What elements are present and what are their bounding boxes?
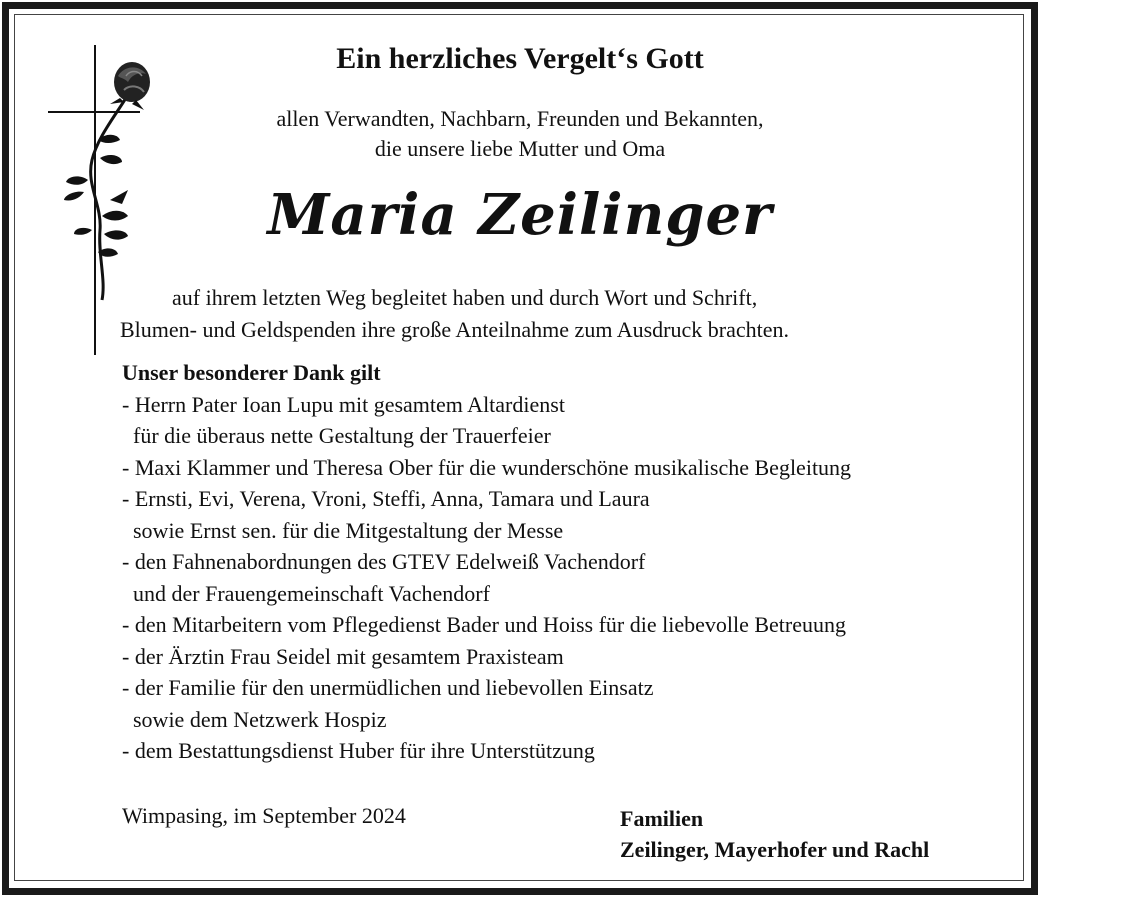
thanks-line: - Maxi Klammer und Theresa Ober für die wunderschöne musikalische Begleitung (122, 454, 852, 480)
thanks-line: für die überaus nette Gestaltung der Trauerfeier (122, 423, 551, 448)
acknowledgement-paragraph (120, 282, 940, 346)
family-signature (620, 803, 929, 865)
thanks-line: sowie Ernst sen. für die Mitgestaltung der Messe (122, 517, 564, 543)
place-and-date: Wimpasing, im September 2024 (122, 803, 406, 828)
thanks-line: und der Frauengemeinschaft Vachendorf (122, 580, 490, 606)
family-signature-line: Familien (620, 806, 704, 831)
thanks-line: - Ernsti, Evi, Verena, Vroni, Steffi, Anna, Tamara und Laura (122, 486, 650, 511)
thanks-line: - den Fahnenabordnungen des GTEV Edelweiß Vachendorf (122, 549, 646, 574)
thanks-line: - den Mitarbeitern vom Pflegedienst Bader und Hoiss für die liebevolle Betreuung (122, 612, 846, 637)
intro-line: die unsere liebe Mutter und Oma (374, 136, 666, 161)
thanks-heading: Unser besonderer Dank gilt (122, 360, 381, 385)
intro-line: allen Verwandten, Nachbarn, Freunden und Bekannten, (276, 106, 764, 131)
intro-text (160, 104, 880, 164)
family-signature-line: Zeilinger, Mayerhofer und Rachl (620, 837, 930, 862)
thanks-line: - Herrn Pater Ioan Lupu mit gesamtem Altardienst (122, 391, 565, 417)
paragraph-line: Blumen- und Geldspenden ihre große Anteilnahme zum Ausdruck brachten. (120, 317, 789, 342)
paragraph-line: auf ihrem letzten Weg begleitet haben und durch Wort und Schrift, (172, 285, 758, 310)
thanks-line: - der Ärztin Frau Seidel mit gesamtem Praxisteam (122, 643, 564, 669)
thanks-line: sowie dem Netzwerk Hospiz (122, 706, 387, 732)
deceased-name: Maria Zeilinger (267, 182, 773, 248)
special-thanks-list (122, 357, 1022, 767)
thanks-line: - der Familie für den unermüdlichen und liebevollen Einsatz (122, 675, 654, 700)
notice-title: Ein herzliches Vergelt‘s Gott (336, 42, 704, 75)
thanks-line: - dem Bestattungsdienst Huber für ihre Unterstützung (122, 738, 595, 763)
